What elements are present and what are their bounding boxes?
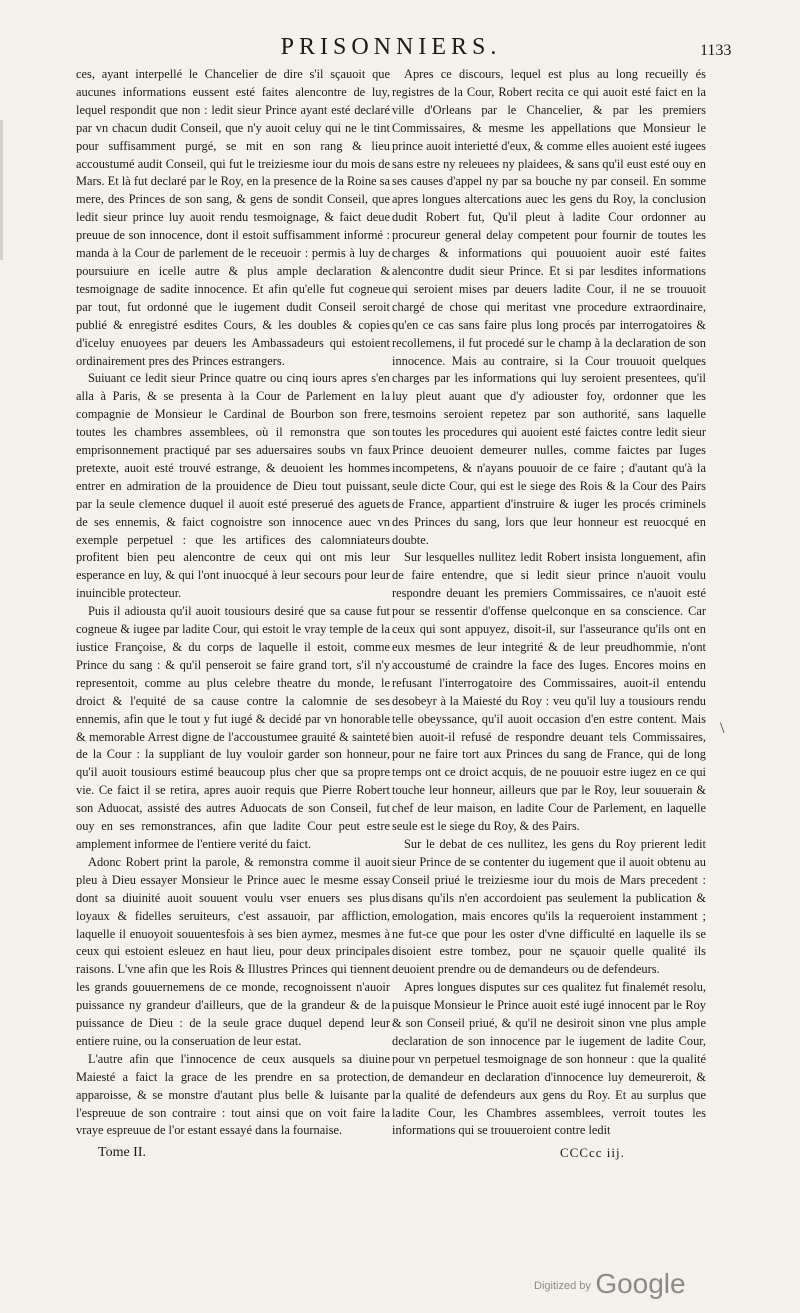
volume-label: Tome II. (98, 1145, 147, 1160)
running-head: PRISONNIERS. (280, 34, 502, 60)
margin-mark-icon: \ (720, 720, 725, 737)
paragraph: L'autre afin que l'innocence de ceux ausquels sa diuine Maiesté a faict la grace de les prendre en sa protection, apparoisse, & se monstre d'autant plus belle & luisante par l'espreuue de son contraire : tout ainsi que on voit faire la vraye espreuue de l'or estant essayé dans la fournaise. (76, 1051, 390, 1138)
paragraph: Apres ce discours, lequel est plus au long recueilly és registres de la Cour, Robert recita ce qui auoit esté faict en la ville d'Orleans par le Chancelier, & par les premiers Commissaires, & mesme les appellations que Monsieur le prince auoit interietté d'eux, & comme elles auoient esté iugees sans estre ny releuees ny plaidees, & sans qu'il eust esté ouy en ses causes d'appel ny par sa bouche ny par conseil. En somme apres longues altercations auec les gens du Roy, la conclusion dudit Robert fut, Qu'il pleut à ladite Cour ordonner au procureur general delay competent pour fournir de toutes les charges & informations qui pouuoient auoir esté faites alencontre dudit sieur Prince. Et si par lesdites informations qui seroient mises par deuers ladite Cour, il ne se trouuoit chargé de chose qui meritast vne procedure extraordinaire, qu'en ce cas sans faire plus long procés par interrogatoires & recollemens, il fut procedé sur le champ à la declaration de son innocence. Mais au contraire, si la Cour trouuoit quelques charges par les informations qui luy seroient presentees, qu'il luy pleut auant que d'y adiouster foy, ordonner que les tesmoins seroient repetez par son authorité, sans laquelle toutes les procedures qui auoient esté faictes contre ledit sieur Prince deuoient demeurer nulles, comme faictes par Iuges incompetens, & n'ayans pouuoir de ce faire ; d'autant qu'à la seule dicte Cour, qui est le siege des Rois & la Cour des Pairs de France, appartient d'instruire & iuger les procés criminels des Princes du sang, lors que leur honneur est reuocqué en doubte. (392, 67, 706, 547)
digitization-watermark (534, 1268, 686, 1300)
paragraph: Sur lesquelles nullitez ledit Robert insista longuement, afin de faire entendre, que si ledit sieur prince n'auoit voulu respondre deuant les premiers Commissaires, ce n'auoit esté pour se ressentir d'offense quelconque en sa conscience. Car ceux qui sont appuyez, disoit-il, sur l'asseurance qu'ils ont en eux mesmes de leur integrité & de leur preudhommie, n'ont accoustumé de craindre la face des Iuges. Encores moins en refusant l'interrogatoire des Commissaires, auoit-il entendu desobeyr à la Maiesté du Roy : veu qu'il luy a tousiours rendu telle obeyssance, qu'il auoit occasion d'en estre content. Mais bien auoit-il refusé de respondre deuant tels Commissaires, pour ne faire tort aux Princes du sang de France, qui de long temps ont ce droict acquis, de ne pouuoir estre iugez en ce qui touche leur honneur, ailleurs que par le Roy, leur souuerain & chef de leur maison, en ladite Cour de Parlement, en laquelle seule est le siege du Roy, & des Pairs. (392, 550, 706, 834)
binding-shadow (0, 120, 3, 260)
page-number: 1133 (700, 42, 732, 59)
paragraph: Apres longues disputes sur ces qualitez fut finalemét resolu, puisque Monsieur le Prince auoit esté iugé innocent par le Roy & son Conseil priué, & qu'il ne desiroit sinon vne plus ample declaration de son innocence par le iugement de ladite Cour, pour vn perpetuel tesmoignage de son honneur : que la qualité de demandeur en declaration d'innocence luy demeureroit, & la qualité de defendeurs aux gens du Roy. Et au surplus que ladite Cour, les Chambres assemblees, verroit toutes les informations qui se trouueroient contre ledit (392, 980, 706, 1138)
watermark-prefix: Digitized by (534, 1280, 591, 1292)
left-column (76, 66, 390, 1140)
paragraph: Sur le debat de ces nullitez, les gens du Roy prierent ledit sieur Prince de se contenter du iugement que il auoit obtenu au Conseil priué le treiziesme iour du mois de Mars precedent : disans qu'ils n'en accordoient pas seulement la publication & emologation, mais encores qu'ils la requeroient instamment ; ne fut-ce que pour les oster d'vne difficulté en laquelle ils se disoient estre tombez, pour ne sçauoir quelle qualité ils deuoient prendre ou de demandeurs ou de defendeurs. (392, 836, 706, 977)
paragraph: Puis il adiousta qu'il auoit tousiours desiré que sa cause fut cogneue & iugee par ladite Cour, qui estoit le vray temple de la iustice Françoise, & du corps de laquelle il estoit, comme Prince du sang : & qu'il penseroit se faire grand tort, s'il n'y representoit, comme au plus celebre theatre du monde, le droict & l'equité de sa cause contre la calomnie de ses ennemis, afin que le tout y fut iugé & decidé par vn honorable & memorable Arrest digne de l'accoustumee grauité & sainteté de la Cour : la suppliant de luy vouloir garder son honneur, qu'il auoit tousiours estimé beaucoup plus cher que sa propre vie. Ce faict il se retira, apres auoir requis que Pierre Robert son Aduocat, assisté des autres Aduocats de son Conseil, fut ouy en ses remonstrances, afin que ladite Cour peut estre amplement informee de l'entiere verité du faict. (76, 604, 390, 851)
signature-mark: CCCcc iij. (560, 1145, 625, 1160)
paragraph: ces, ayant interpellé le Chancelier de dire s'il sçauoit que aucunes informations eussent esté faites alencontre de luy, lequel respondit que non : ledit sieur Prince ayant esté declaré par vn chacun dudit Conseil, que n'y auoit celuy qui ne le tint pour suffisamment purgé, se mit en son rang & lieu accoustumé audit Conseil, qui fut le treiziesme iour du mois de Mars. Et là fut declaré par le Roy, en la presence de la Roine sa mere, des Princes de son sang, & gens de sondit Conseil, que ledit sieur prince luy auoit rendu tesmoignage, & faict deue preuue de son innocence, dont il estoit suffisamment informé : manda à la Cour de parlement de le receuoir : permis à luy de poursuiure en icelle autre & plus ample declaration & tesmoignage de sadite innocence. Et afin qu'elle fut cogneue par tout, fut ordonné que le iugement dudit Conseil seroit publié & enregistré esdites Cours, & les doubles & copies d'iceluy enuoyees par deuers les Ambassadeurs qui estoient ordinairement pres des Princes estrangers. (76, 67, 390, 368)
right-column (392, 66, 706, 1140)
paragraph: Adonc Robert print la parole, & remonstra comme il auoit pleu à Dieu essayer Monsieur le Prince auec le mesme essay dont sa diuinité auoit souuent voulu vser enuers ses plus loyaux & fidelles seruiteurs, c'est assauoir, par affliction, laquelle il enuoyoit souuentesfois à ses bien aymez, mesmes à ceux qui estoient esleuez en haut lieu, pour deux principales raisons. L'vne afin que les Rois & Illustres Princes qui tiennent les grands gouuernemens de ce monde, recognoissent n'auoir puissance ny grandeur d'ailleurs, que de la grandeur & de la puissance de Dieu : de la seule grace duquel depend leur entiere ruine, ou la conseruation de leur estat. (76, 854, 390, 1048)
paragraph: Suiuant ce ledit sieur Prince quatre ou cinq iours apres s'en alla à Paris, & se presenta à la Cour de Parlement en la compagnie de Monsieur le Cardinal de Bourbon son frere, toutes les chambres assemblees, où il remonstra que son emprisonnement practiqué par ses aduersaires soubs vn faux pretexte, auoit esté trouvé estrange, & deuoient les hommes entrer en admiration de la prouidence de Dieu tout puissant, par la seule clemence duquel il auoit esté preserué des aguets de ses ennemis, & faict cognoistre son innocence auec vn exemple perpetuel : que les artifices des calomniateurs profitent bien peu alencontre de ceux qui ont mis leur esperance en luy, & qui l'ont inuocqué à leur secours pour leur inuincible protecteur. (76, 371, 390, 601)
watermark-brand: Google (595, 1268, 686, 1299)
